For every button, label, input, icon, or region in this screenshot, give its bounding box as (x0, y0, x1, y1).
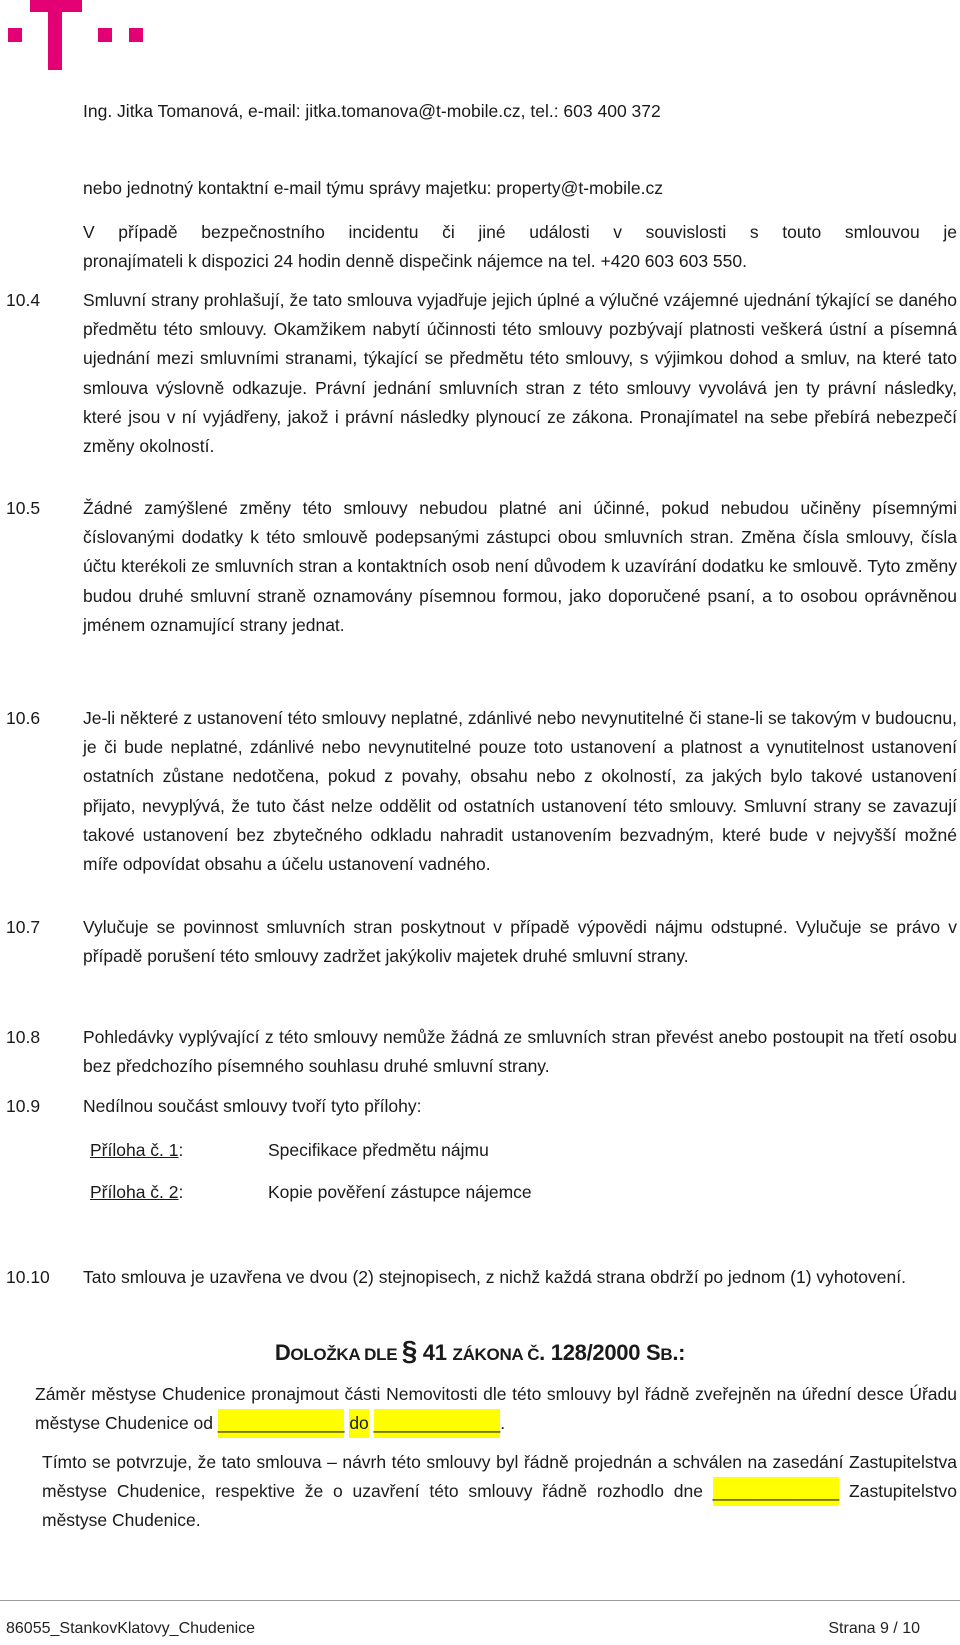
t-mobile-logo (8, 0, 148, 70)
attachment-label (90, 1136, 183, 1165)
clause-paragraph-publication: Záměr městyse Chudenice pronajmout části Nemovitosti dle této smlouvy byl řádně zveřejněn na úřední desce Úřadu městyse Chudenice od _____________ do _____________. (35, 1380, 957, 1438)
section-text: Žádné zamýšlené změny této smlouvy nebudou platné ani účinné, pokud nebudou učiněny písemnými číslovanými dodatky k této smlouvě podepsanými zástupci obou smluvních stran. Změna čísla smlouvy, čísla účtu kterékoli ze smluvních stran a kontaktních osob není důvodem k uzavírání dodatku ke smlouvě. Tyto změny budou druhé smluvní straně oznamovány písemnou formou, jako doporučené psaní, a to osobou oprávněnou jménem oznamující strany jednat. (83, 498, 957, 635)
clause-paragraph-approval: Tímto se potvrzuje, že tato smlouva – návrh této smlouvy byl řádně projednán a schválen na zasedání Zastupitelstva městyse Chudenice, respektive že o uzavření této smlouvy řádně rozhodlo dne _____________ Zastupitelstvo městyse Chudenice. (42, 1452, 957, 1531)
date-blank-decision: _____________ (713, 1477, 840, 1506)
footer-page-number: Strana 9 / 10 (828, 1620, 920, 1637)
section-number: 10.8 (6, 1027, 41, 1047)
section-number: 10.9 (6, 1096, 41, 1116)
attachment-description: Kopie pověření zástupce nájemce (268, 1182, 532, 1202)
section-text: Vylučuje se povinnost smluvních stran poskytnout v případě výpovědi nájmu odstupné. Vylučuje se právo v případě porušení této smlouvy zadržet jakýkoliv majetek druhé smluvní strany. (83, 917, 957, 967)
section-text: Nedílnou součást smlouvy tvoří tyto přílohy: (83, 1096, 422, 1116)
section-text: Tato smlouva je uzavřena ve dvou (2) stejnopisech, z nichž každá strana obdrží po jednom (1) vyhotovení. (83, 1267, 906, 1287)
attachment-description: Specifikace předmětu nájmu (268, 1140, 489, 1160)
logo-square-right (129, 28, 143, 42)
attachment-label-text: Příloha č. 2 (90, 1182, 179, 1202)
logo-square-mid (98, 28, 112, 42)
incident-line-1: V případě bezpečnostního incidentu či jiné události v souvislosti s touto smlouvou je (83, 222, 957, 242)
logo-square-left (8, 28, 22, 42)
section-text: Pohledávky vyplývající z této smlouvy nemůže žádná ze smluvních stran převést anebo postoupit na třetí osobu bez předchozího písemného souhlasu druhé smluvní strany. (83, 1027, 957, 1077)
section-number: 10.7 (6, 917, 41, 937)
attachment-label-text: Příloha č. 1 (90, 1140, 179, 1160)
footer-document-id: 86055_StankovKlatovy_Chudenice (6, 1620, 256, 1637)
clause-heading: DOLOŽKA DLE § 41 ZÁKONA Č. 128/2000 SB.: (274, 1335, 686, 1366)
section-number: 10.10 (6, 1267, 50, 1287)
section-number: 10.5 (6, 498, 41, 518)
footer-divider (0, 1600, 960, 1601)
date-blank-from: _____________ (218, 1409, 345, 1438)
section-number: 10.6 (6, 708, 41, 728)
logo-t-stem (48, 0, 62, 70)
attachment-label (90, 1178, 183, 1207)
section-text: Je-li některé z ustanovení této smlouvy neplatné, zdánlivé nebo nevynutitelné či stane-li se takovým v budoucnu, je či bude neplatné, zdánlivé nebo nevynutitelné pouze toto ustanovení a platnost a vynutitelnost ustanovení ostatních zůstane nedotčena, pokud z povahy, obsahu nebo z okolností, za jakých bylo takové ustanovení přijato, nevyplývá, že tuto část nelze oddělit od ostatních ustanovení této smlouvy. Smluvní strany se zavazují takové ustanovení bez zbytečného odkladu nahradit ustanovením bezvadným, které bude v nejvyšší možné míře odpovídat obsahu a účelu ustanovení vadného. (83, 708, 957, 875)
attachment-colon: : (178, 1182, 184, 1202)
section-number: 10.4 (6, 290, 41, 310)
section-text: Smluvní strany prohlašují, že tato smlouva vyjadřuje jejich úplné a výlučné vzájemné ujednání týkající se daného předmětu této smlouvy. Okamžikem nabytí účinnosti této smlouvy pozbývají platnosti veškerá ústní a písemná ujednání mezi smluvními stranami, týkající se předmětu této smlouvy, s výjimkou dohod a smluv, na které tato smlouva výslovně odkazuje. Právní jednání smluvních stran z této smlouvy vyvolává jen ty právní následky, které jsou v ní vyjádřeny, jakož i právní následky plynoucí ze zákona. Pronajímatel na sebe přebírá nebezpečí změny okolností. (83, 290, 957, 457)
contact-line: Ing. Jitka Tomanová, e-mail: jitka.tomanova@t-mobile.cz, tel.: 603 400 372 (83, 101, 661, 121)
date-blank-to-label: do (349, 1409, 368, 1438)
incident-line-2: pronajímateli k dispozici 24 hodin denně dispečink nájemce na tel. +420 603 603 550. (83, 251, 747, 271)
contact-email-line: nebo jednotný kontaktní e-mail týmu správy majetku: property@t-mobile.cz (83, 178, 663, 198)
attachment-colon: : (178, 1140, 184, 1160)
date-blank-to: _____________ (374, 1409, 501, 1438)
